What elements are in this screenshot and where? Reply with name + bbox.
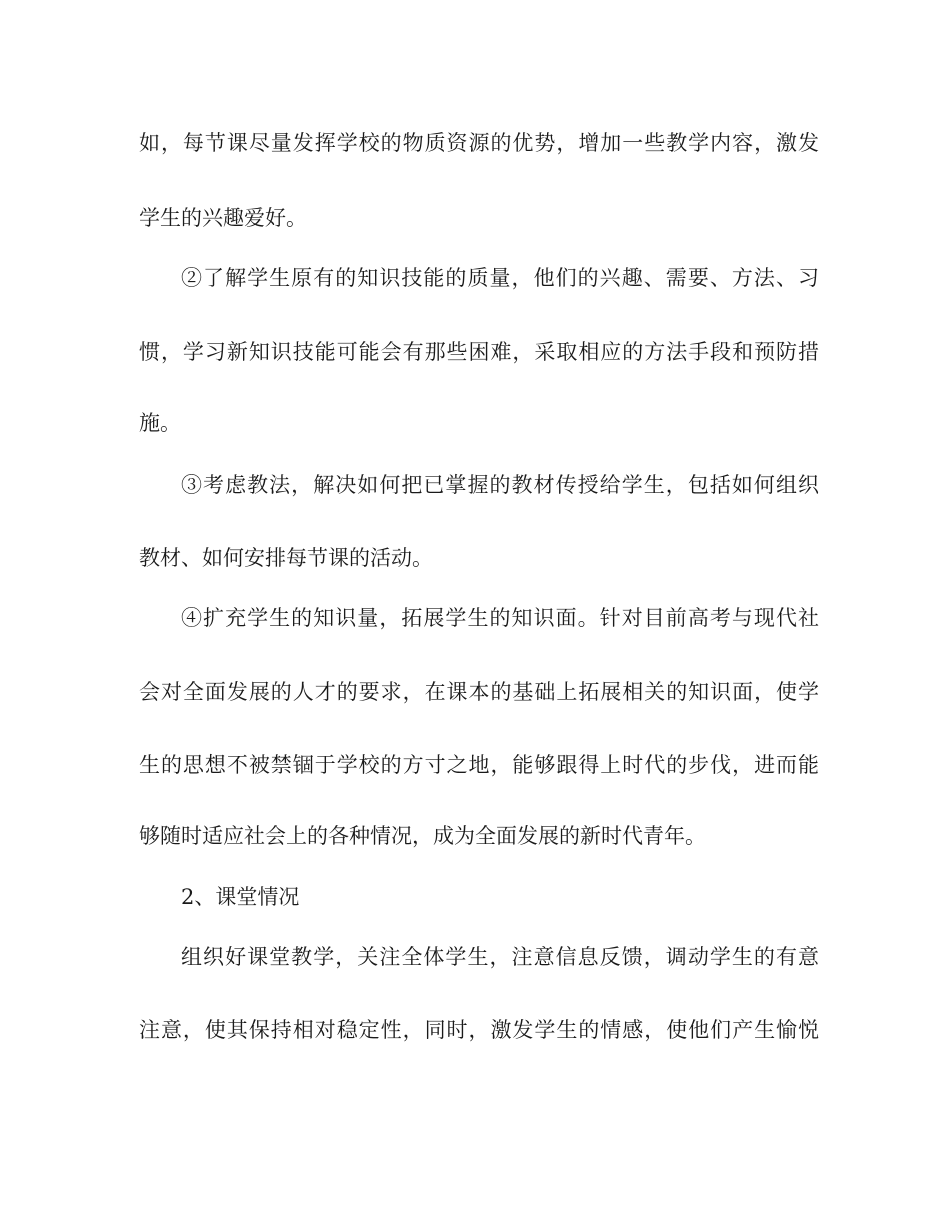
text-line: 生的思想不被禁锢于学校的方寸之地，能够跟得上时代的步伐，进而能 <box>139 753 819 777</box>
text-line: 施。 <box>139 411 181 435</box>
text-line: 注意，使其保持相对稳定性，同时，激发学生的情感，使他们产生愉悦 <box>139 1018 819 1042</box>
paragraph-first-line: 组织好课堂教学，关注全体学生，注意信息反馈，调动学生的有意 <box>181 945 819 969</box>
text-line: 教材、如何安排每节课的活动。 <box>139 546 433 570</box>
text-line: 如，每节课尽量发挥学校的物质资源的优势，增加一些教学内容，激发 <box>139 131 819 155</box>
text-line: 会对全面发展的人才的要求，在课本的基础上拓展相关的知识面，使学 <box>139 680 819 704</box>
paragraph-item-3-first-line: ③考虑教法，解决如何把已掌握的教材传授给学生，包括如何组织 <box>181 473 819 497</box>
text-line: 学生的兴趣爱好。 <box>139 206 307 230</box>
text-line: 够随时适应社会上的各种情况，成为全面发展的新时代青年。 <box>139 824 706 848</box>
paragraph-item-2-first-line: ②了解学生原有的知识技能的质量，他们的兴趣、需要、方法、习 <box>181 266 819 290</box>
text-line: 惯，学习新知识技能可能会有那些困难，采取相应的方法手段和预防措 <box>139 340 819 364</box>
section-heading: 2、课堂情况 <box>181 885 300 909</box>
paragraph-item-4-first-line: ④扩充学生的知识量，拓展学生的知识面。针对目前高考与现代社 <box>181 606 819 630</box>
